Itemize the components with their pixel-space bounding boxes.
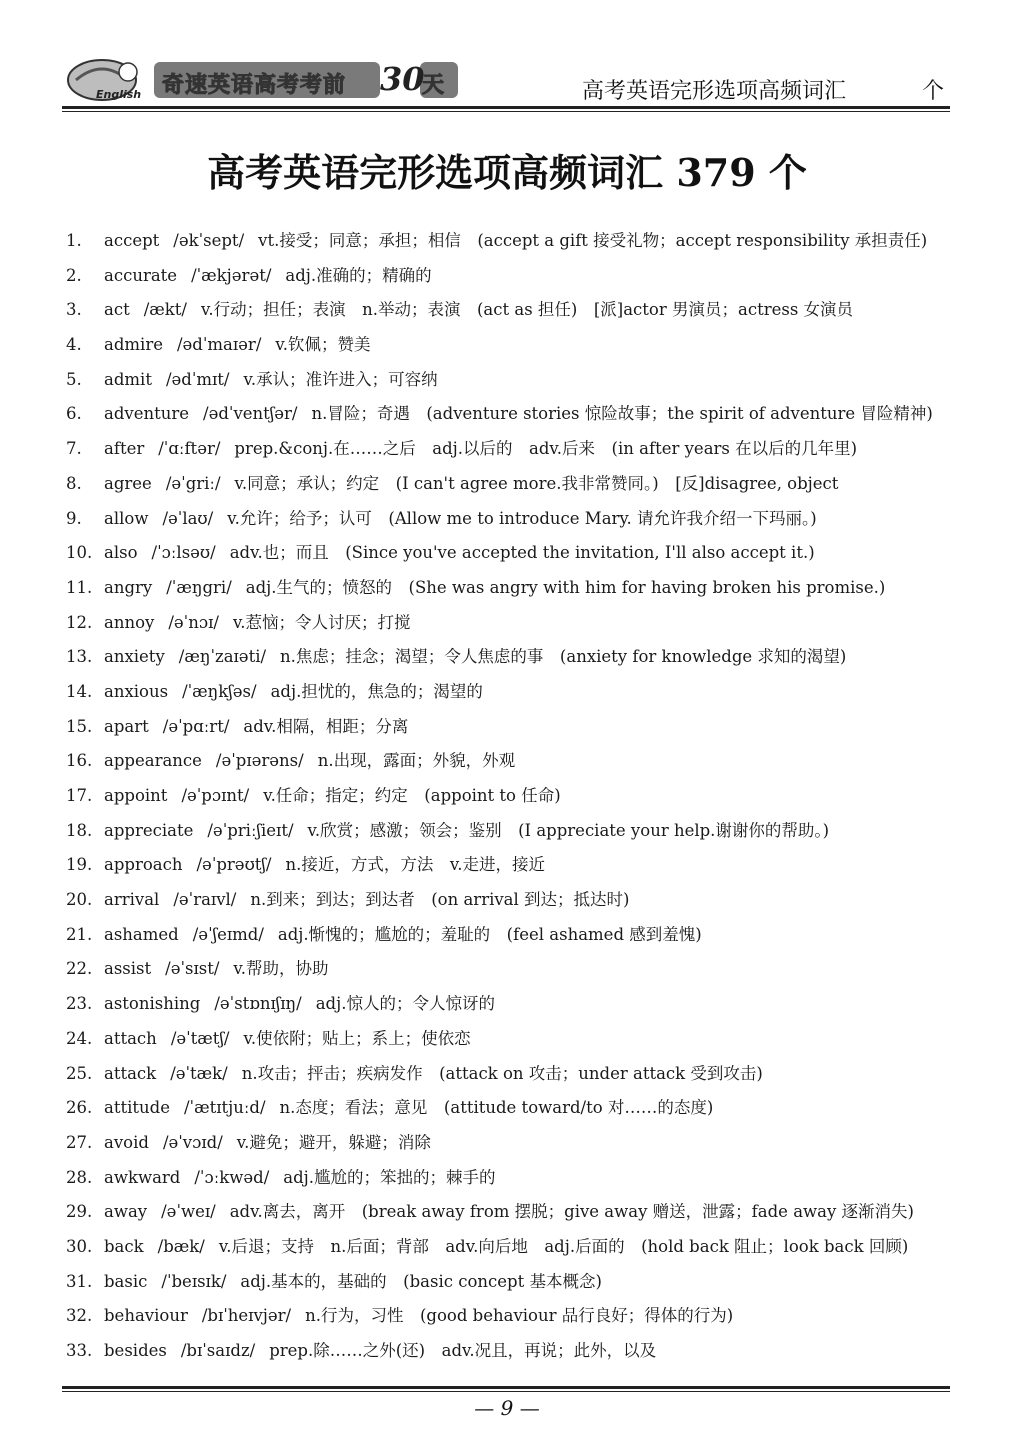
entry-phonetic: /æŋˈzaɪəti/ (178, 647, 267, 667)
entry-number: 29. (66, 1202, 93, 1222)
entry-word: agree (104, 473, 152, 493)
entry-number: 21. (66, 924, 93, 944)
entry-definition: v.惹恼；令人讨厌；打搅 (232, 612, 411, 632)
vocab-entry (66, 1024, 956, 1059)
entry-definition: n.出现，露面；外貌，外观 (317, 751, 516, 771)
entry-phonetic: /ækt/ (143, 300, 187, 320)
vocab-entry (66, 365, 956, 400)
entry-phonetic: /əˈgriː/ (165, 473, 221, 493)
entry-definition: adj.基本的，基础的 (basic concept 基本概念) (240, 1271, 602, 1291)
entry-definition: adv.也；而且 (Since you've accepted the invitation, I'll also accept it.) (229, 543, 815, 563)
vocab-entry (66, 1093, 956, 1128)
entry-phonetic: /ədˈventʃər/ (203, 404, 298, 424)
entry-phonetic: /ˈbeɪsɪk/ (161, 1271, 227, 1291)
entry-word: act (104, 300, 130, 320)
brand-logo (62, 58, 462, 106)
entry-definition: prep.除……之外(还) adv.况且，再说；此外，以及 (269, 1341, 657, 1360)
entry-definition: n.冒险；奇遇 (adventure stories 惊险故事；the spirit of adventure 冒险精神) (311, 404, 933, 424)
entry-word: assist (104, 959, 152, 979)
vocab-entry (66, 469, 956, 504)
vocab-entry (66, 1059, 956, 1094)
vocab-entry (66, 816, 956, 851)
entry-number: 32. (66, 1306, 93, 1326)
entry-phonetic: /ədˈmaɪər/ (176, 335, 262, 355)
vocab-entry (66, 608, 956, 643)
vocab-entry (66, 746, 956, 781)
entry-number: 9. (66, 508, 82, 528)
entry-phonetic: /əˈstɒnɪʃɪŋ/ (214, 994, 302, 1014)
entry-word: appoint (104, 786, 168, 805)
entry-phonetic: /əˈpɔɪnt/ (181, 786, 250, 805)
vocab-entry (66, 1197, 956, 1232)
entry-phonetic: /bæk/ (157, 1236, 205, 1256)
entry-phonetic: /əˈraɪvl/ (173, 890, 237, 910)
entry-number: 28. (66, 1167, 93, 1187)
entry-word: back (104, 1236, 144, 1256)
entry-word: appearance (104, 751, 202, 771)
entry-number: 22. (66, 959, 93, 979)
entry-phonetic: /əˈsɪst/ (165, 959, 220, 979)
entry-word: astonishing (104, 994, 201, 1014)
entry-number: 17. (66, 786, 93, 805)
entry-word: anxious (104, 681, 169, 701)
entry-definition: n.到来；到达；到达者 (on arrival 到达；抵达时) (250, 890, 630, 910)
logo-title: 奇速英语高考考前 (162, 73, 347, 98)
entry-word: ashamed (104, 924, 179, 944)
vocab-entry (66, 573, 956, 608)
entry-definition: adj.尴尬的；笨拙的；棘手的 (283, 1167, 496, 1187)
vocab-entry (66, 261, 956, 296)
logo-english-text: English (96, 88, 142, 101)
vocab-entry (66, 989, 956, 1024)
entry-number: 3. (66, 300, 82, 320)
entry-word: arrival (104, 890, 160, 910)
entry-word: annoy (104, 612, 155, 632)
entry-word: away (104, 1202, 148, 1222)
entry-phonetic: /ˈæŋkʃəs/ (182, 681, 257, 701)
entry-phonetic: /ˈætɪtjuːd/ (183, 1098, 266, 1118)
entry-definition: v.同意；承认；约定 (I can't agree more.我非常赞同。) [反]disagree, object (234, 473, 839, 493)
vocab-entry (66, 712, 956, 747)
vocab-entry (66, 226, 956, 261)
entry-definition: adv.相隔，相距；分离 (243, 716, 409, 736)
entry-word: approach (104, 855, 183, 875)
entry-word: attitude (104, 1098, 170, 1118)
entry-number: 27. (66, 1132, 93, 1152)
entry-phonetic: /əkˈsept/ (173, 231, 245, 250)
entry-word: apart (104, 716, 149, 736)
running-header-title: 高考英语完形选项高频词汇 (582, 79, 847, 104)
entry-definition: adj.担忧的，焦急的；渴望的 (270, 681, 483, 701)
entry-definition: n.焦虑；挂念；渴望；令人焦虑的事 (anxiety for knowledge 求知的渴望) (280, 647, 847, 667)
entry-definition: n.行为，习性 (good behaviour 品行良好；得体的行为) (305, 1306, 734, 1326)
entry-phonetic: /ˈɔːkwəd/ (194, 1167, 270, 1187)
entry-definition: n.攻击；抨击；疾病发作 (attack on 攻击；under attack 受到攻击) (241, 1063, 763, 1083)
entry-phonetic: /əˈnɔɪ/ (168, 612, 219, 632)
entry-word: allow (104, 508, 149, 528)
entry-number: 6. (66, 404, 82, 424)
entry-number: 16. (66, 751, 93, 771)
vocab-entry (66, 1301, 956, 1336)
entry-number: 5. (66, 369, 82, 389)
entry-phonetic: /əˈvɔɪd/ (162, 1132, 223, 1152)
entry-phonetic: /əˈpɑːrt/ (162, 716, 230, 736)
entry-phonetic: /ˈɑːftər/ (158, 439, 221, 459)
entry-definition: v.任命；指定；约定 (appoint to 任命) (263, 786, 561, 805)
entry-number: 24. (66, 1028, 93, 1048)
entry-number: 14. (66, 681, 93, 701)
entry-number: 15. (66, 716, 93, 736)
entry-word: awkward (104, 1167, 181, 1187)
entry-number: 20. (66, 890, 93, 910)
entry-number: 2. (66, 265, 82, 285)
entry-word: admit (104, 369, 152, 389)
entry-number: 19. (66, 855, 93, 875)
entry-word: avoid (104, 1132, 149, 1152)
header-rule-thin (62, 111, 950, 112)
entry-phonetic: /əˈweɪ/ (161, 1202, 216, 1222)
entry-word: after (104, 439, 145, 459)
vocab-entry (66, 1336, 956, 1371)
entry-definition: v.欣赏；感激；领会；鉴别 (I appreciate your help.谢谢你的帮助。) (307, 820, 830, 840)
entry-definition: n.接近，方式，方法 v.走进，接近 (285, 855, 545, 875)
entry-number: 25. (66, 1063, 93, 1083)
entry-number: 12. (66, 612, 93, 632)
vocabulary-list (66, 226, 956, 1371)
entry-definition: adj.惊人的；令人惊讶的 (315, 994, 495, 1014)
entry-phonetic: /əˈʃeɪmd/ (192, 924, 264, 944)
entry-word: angry (104, 577, 153, 597)
entry-definition: adj.惭愧的；尴尬的；羞耻的 (feel ashamed 感到羞愧) (277, 924, 702, 944)
entry-definition: v.允许；给予；认可 (Allow me to introduce Mary. 请允许我介绍一下玛丽。) (227, 508, 817, 528)
entry-word: appreciate (104, 820, 194, 840)
vocab-entry (66, 504, 956, 539)
entry-number: 18. (66, 820, 93, 840)
entry-phonetic: /ˈæŋgri/ (166, 577, 232, 597)
vocab-entry (66, 642, 956, 677)
entry-number: 4. (66, 335, 82, 355)
entry-word: anxiety (104, 647, 165, 667)
entry-word: attack (104, 1063, 157, 1083)
entry-definition: v.钦佩；赞美 (275, 335, 371, 355)
entry-number: 10. (66, 543, 93, 563)
entry-phonetic: /ˈækjərət/ (191, 265, 272, 285)
vocab-entry (66, 1163, 956, 1198)
entry-definition: n.态度；看法；意见 (attitude toward/to 对……的态度) (279, 1098, 714, 1118)
vocab-entry (66, 330, 956, 365)
entry-phonetic: /əˈpɪərəns/ (215, 751, 304, 771)
entry-definition: v.承认；准许进入；可容纳 (243, 369, 438, 389)
header-rule (62, 106, 950, 109)
entry-word: attach (104, 1028, 157, 1048)
entry-definition: adj.生气的；愤怒的 (She was angry with him for having broken his promise.) (245, 577, 886, 597)
entry-phonetic: /bɪˈheɪvjər/ (201, 1306, 292, 1326)
entry-number: 30. (66, 1236, 93, 1256)
entry-definition: v.后退；支持 n.后面；背部 adv.向后地 adj.后面的 (hold back 阻止；look back 回顾) (218, 1236, 909, 1256)
entry-phonetic: /əˈprəʊtʃ/ (196, 855, 272, 875)
entry-word: behaviour (104, 1306, 188, 1326)
entry-definition: adv.离去，离开 (break away from 摆脱；give away 赠送，泄露；fade away 逐渐消失) (229, 1202, 914, 1222)
vocab-entry (66, 677, 956, 712)
vocab-entry (66, 920, 956, 955)
logo-days-suffix: 天 (422, 73, 445, 98)
entry-number: 11. (66, 577, 93, 597)
entry-number: 7. (66, 439, 82, 459)
logo-days-number: 30 (380, 60, 425, 98)
running-header-suffix: 个 (922, 79, 945, 104)
footer-rule-thin (62, 1391, 950, 1392)
entry-number: 23. (66, 994, 93, 1014)
entry-phonetic: /əˈlaʊ/ (162, 508, 214, 528)
entry-word: admire (104, 335, 163, 355)
entry-phonetic: /əˈtæk/ (170, 1063, 228, 1083)
entry-definition: vt.接受；同意；承担；相信 (accept a gift 接受礼物；accept responsibility 承担责任) (258, 231, 928, 250)
footer-rule (62, 1386, 950, 1389)
vocab-entry (66, 1232, 956, 1267)
vocab-entry (66, 781, 956, 816)
entry-number: 13. (66, 647, 93, 667)
entry-word: accurate (104, 265, 178, 285)
entry-word: basic (104, 1271, 148, 1291)
entry-number: 26. (66, 1098, 93, 1118)
entry-word: accept (104, 231, 160, 250)
vocab-entry (66, 399, 956, 434)
entry-phonetic: /əˈpriːʃieɪt/ (207, 820, 294, 840)
entry-word: besides (104, 1341, 167, 1360)
page-title: 高考英语完形选项高频词汇 379 个 (207, 150, 807, 195)
page-number: — 9 — (474, 1396, 540, 1420)
vocab-entry (66, 954, 956, 989)
vocab-entry (66, 885, 956, 920)
page-header (62, 58, 950, 108)
entry-number: 33. (66, 1341, 93, 1360)
vocab-entry (66, 1128, 956, 1163)
vocab-entry (66, 538, 956, 573)
entry-word: adventure (104, 404, 190, 424)
entry-word: also (104, 543, 138, 563)
vocab-entry (66, 850, 956, 885)
entry-definition: v.行动；担任；表演 n.举动；表演 (act as 担任) [派]actor 男演员；actress 女演员 (200, 300, 854, 320)
entry-phonetic: /bɪˈsaɪdz/ (180, 1341, 256, 1360)
vocab-entry (66, 434, 956, 469)
entry-phonetic: /əˈtætʃ/ (170, 1028, 230, 1048)
entry-number: 8. (66, 473, 82, 493)
vocab-entry (66, 1267, 956, 1302)
entry-definition: v.避免；避开，躲避；消除 (236, 1132, 431, 1152)
entry-number: 31. (66, 1271, 93, 1291)
entry-phonetic: /ˈɔːlsəʊ/ (151, 543, 216, 563)
entry-phonetic: /ədˈmɪt/ (165, 369, 230, 389)
entry-definition: v.使依附；贴上；系上；使依恋 (243, 1028, 471, 1048)
entry-definition: v.帮助，协助 (233, 959, 329, 979)
entry-definition: adj.准确的；精确的 (285, 265, 432, 285)
vocab-entry (66, 295, 956, 330)
entry-definition: prep.&conj.在……之后 adj.以后的 adv.后来 (in after years 在以后的几年里) (234, 439, 858, 459)
entry-number: 1. (66, 231, 82, 250)
